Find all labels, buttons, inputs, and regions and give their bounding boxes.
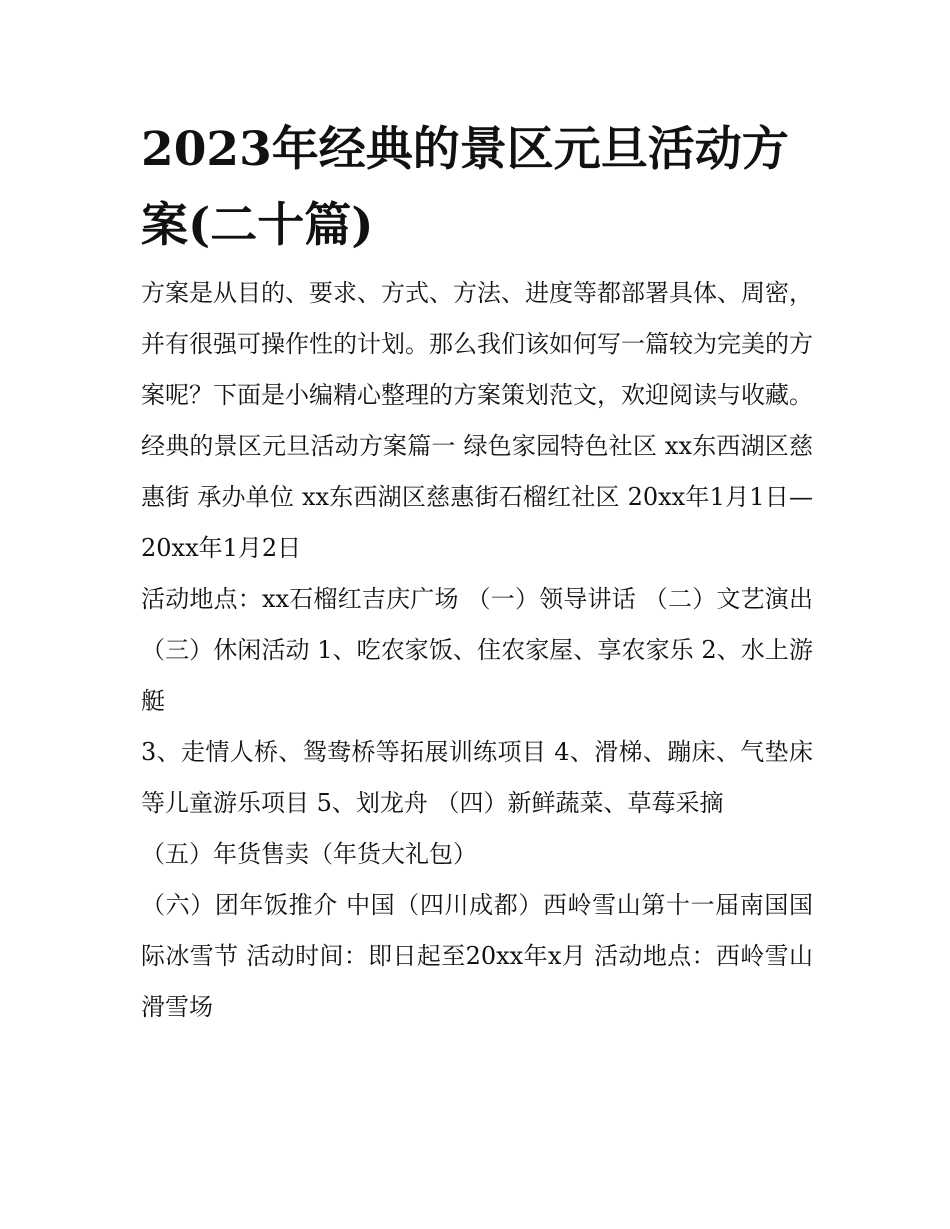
paragraph-ice-snow-festival: （六）团年饭推介 中国（四川成都）西岭雪山第十一届南国国际冰雪节 活动时间：即日起至20xx年x月 活动地点：西岭雪山滑雪场 [141,891,813,1021]
document-title: 2023年经典的景区元旦活动方案(二十篇) [141,122,789,253]
paragraph-venue-program: 活动地点：xx石榴红吉庆广场 （一）领导讲话 （二）文艺演出 （三）休闲活动 1、吃农家饭、住农家屋、享农家乐 2、水上游艇 [141,585,813,715]
paragraph-intro: 方案是从目的、要求、方式、方法、进度等都部署具体、周密，并有很强可操作性的计划。那么我们该如何写一篇较为完美的方案呢？下面是小编精心整理的方案策划范文，欢迎阅读与收藏。 [141,279,813,409]
paragraph-activities: 3、走情人桥、鸳鸯桥等拓展训练项目 4、滑梯、蹦床、气垫床等儿童游乐项目 5、划龙舟 （四）新鲜蔬菜、草莓采摘 [141,738,813,817]
paragraph-section-one: 经典的景区元旦活动方案篇一 绿色家园特色社区 xx东西湖区慈惠街 承办单位 xx东西湖区慈惠街石榴红社区 20xx年1月1日—20xx年1月2日 [141,432,813,562]
document-page [141,112,813,1033]
paragraph-new-year-goods: （五）年货售卖（年货大礼包） [141,840,477,868]
